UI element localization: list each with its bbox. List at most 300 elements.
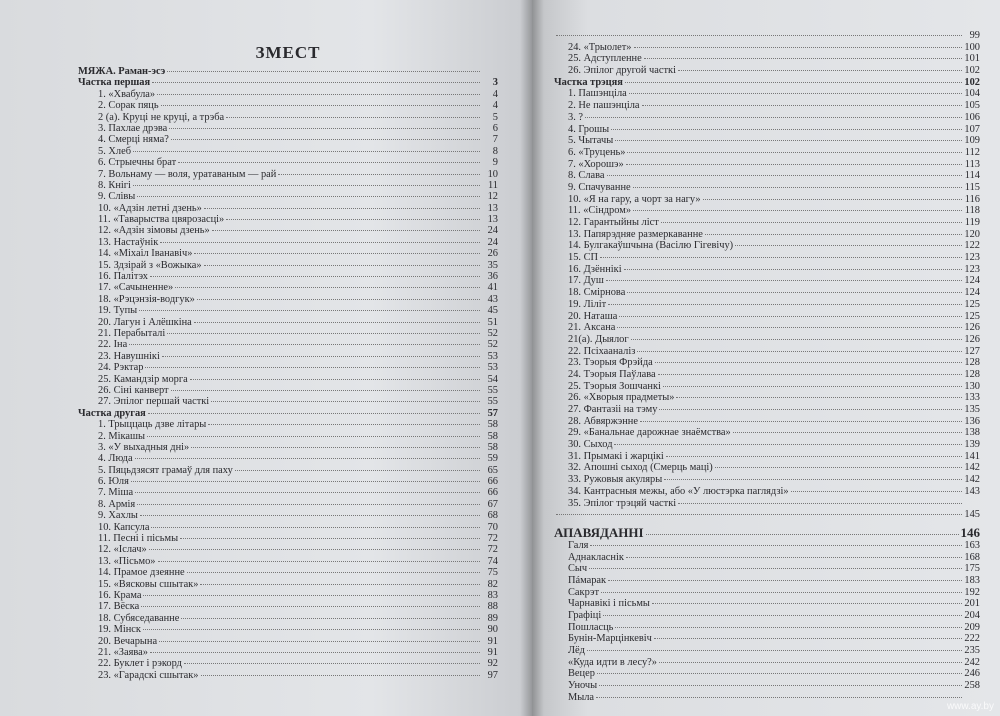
toc-entry bbox=[78, 567, 498, 578]
toc-entry-title: 3. «У выхадныя дні» bbox=[98, 441, 190, 453]
toc-entry-title: 2. Не пашэнціла bbox=[568, 100, 640, 112]
dot-leader bbox=[149, 549, 480, 550]
toc-entry-page: 142 bbox=[964, 462, 980, 474]
toc-entry-page: 201 bbox=[964, 598, 980, 610]
toc-entry-page: 126 bbox=[964, 322, 980, 334]
dot-leader bbox=[659, 662, 962, 663]
toc-entry bbox=[554, 170, 980, 182]
toc-entry-page: 115 bbox=[964, 181, 980, 193]
dot-leader bbox=[556, 35, 962, 36]
right-toc bbox=[554, 30, 980, 704]
dot-leader bbox=[151, 527, 480, 528]
dot-leader bbox=[599, 685, 962, 686]
toc-entry-title: 10. Капсула bbox=[98, 521, 150, 533]
dot-leader bbox=[226, 117, 480, 118]
toc-entry bbox=[78, 180, 498, 191]
toc-entry bbox=[78, 522, 498, 533]
dot-leader bbox=[150, 652, 480, 653]
toc-entry-title: 21. Перабыталі bbox=[98, 327, 166, 339]
dot-leader bbox=[171, 139, 480, 140]
dot-leader bbox=[204, 265, 480, 266]
dot-leader bbox=[208, 424, 480, 425]
toc-entry-page: 123 bbox=[964, 252, 980, 264]
dot-leader bbox=[141, 606, 480, 607]
toc-entry-title: 27. Эпілог першай часткі bbox=[98, 396, 210, 408]
toc-entry-page: 102 bbox=[964, 76, 980, 88]
toc-entry-page: 55 bbox=[487, 384, 498, 396]
toc-entry bbox=[78, 77, 498, 88]
dot-leader bbox=[735, 245, 962, 246]
toc-entry-page: 114 bbox=[964, 170, 980, 182]
toc-entry bbox=[78, 328, 498, 339]
toc-entry bbox=[78, 487, 498, 498]
toc-entry-title: 2. Сорак пяць bbox=[98, 100, 159, 112]
toc-entry-title: Графіці bbox=[568, 610, 602, 621]
dot-leader bbox=[633, 210, 962, 211]
dot-leader bbox=[157, 94, 480, 95]
toc-entry-page: 135 bbox=[964, 404, 980, 415]
toc-entry bbox=[78, 408, 498, 419]
toc-entry-page: 97 bbox=[487, 669, 498, 681]
left-toc-list bbox=[78, 66, 498, 681]
toc-entry-title: Пошласць bbox=[568, 621, 614, 633]
dot-leader bbox=[184, 663, 480, 664]
toc-entry bbox=[78, 339, 498, 350]
toc-entry-page: 8 bbox=[492, 145, 498, 157]
toc-entry-title: 20. Вечарына bbox=[98, 635, 158, 647]
toc-entry-page: 119 bbox=[964, 217, 980, 228]
dot-leader bbox=[654, 638, 962, 639]
toc-entry-title: 4. Люда bbox=[98, 453, 133, 465]
toc-entry-title: 4. Грошы bbox=[568, 123, 610, 135]
dot-leader bbox=[615, 140, 962, 141]
dot-leader bbox=[178, 162, 480, 163]
toc-entry-page: 66 bbox=[487, 487, 498, 499]
toc-entry bbox=[554, 42, 980, 54]
toc-entry bbox=[554, 369, 980, 381]
toc-entry-title: 12. «Адзін зімовы дзень» bbox=[98, 225, 210, 237]
toc-entry-page: 192 bbox=[964, 586, 980, 598]
toc-entry-title: 23. «Гарадскі сшытак» bbox=[98, 669, 199, 681]
toc-entry-title: 1. Трыццаць дзве літары bbox=[98, 419, 207, 431]
dot-leader bbox=[637, 351, 962, 352]
dot-leader bbox=[190, 379, 480, 380]
dot-leader bbox=[642, 105, 962, 106]
toc-entry-page: 258 bbox=[964, 680, 980, 692]
toc-entry bbox=[554, 498, 980, 510]
dot-leader bbox=[587, 650, 962, 651]
toc-entry bbox=[554, 540, 980, 552]
toc-entry-page: 91 bbox=[487, 635, 498, 647]
toc-entry bbox=[554, 100, 980, 112]
toc-entry-title: Частка трэцяя bbox=[554, 76, 623, 88]
toc-entry-page: 128 bbox=[964, 368, 980, 380]
left-toc bbox=[78, 40, 498, 681]
toc-entry-title: 6. Стрыечны брат bbox=[98, 157, 177, 169]
toc-entry-title: 26. Эпілог другой часткі bbox=[568, 65, 676, 77]
dot-leader bbox=[631, 339, 962, 340]
toc-entry-page: 9 bbox=[492, 157, 498, 169]
toc-entry-page: 100 bbox=[964, 41, 980, 53]
toc-entry-page: 10 bbox=[487, 168, 498, 180]
dot-leader bbox=[187, 572, 480, 573]
toc-entry bbox=[554, 252, 980, 264]
toc-entry-title: 7. Міша bbox=[98, 487, 134, 499]
toc-entry bbox=[554, 645, 980, 657]
toc-entry-title: 22. Іна bbox=[98, 339, 128, 351]
toc-entry-title: 16. Палітэх bbox=[98, 271, 148, 283]
toc-entry-title: 27. Фантазіі на тэму bbox=[568, 404, 658, 415]
toc-entry-page: 13 bbox=[487, 214, 498, 226]
dot-leader bbox=[211, 401, 480, 402]
dot-leader bbox=[633, 187, 962, 188]
toc-entry-title: МЯЖА. Раман-эсэ bbox=[78, 66, 166, 77]
dot-leader bbox=[585, 117, 962, 118]
toc-entry-page: 66 bbox=[487, 476, 498, 488]
toc-entry-title: 11. «Сіндром» bbox=[568, 205, 632, 217]
toc-entry bbox=[554, 240, 980, 252]
toc-entry bbox=[78, 66, 498, 77]
dot-leader bbox=[197, 299, 480, 300]
toc-entry bbox=[554, 112, 980, 124]
toc-entry bbox=[554, 30, 980, 42]
dot-leader bbox=[150, 276, 480, 277]
toc-entry-title: 31. Прымакі і жарцікі bbox=[568, 450, 664, 462]
toc-entry bbox=[554, 610, 980, 622]
toc-entry-page: 41 bbox=[487, 282, 498, 294]
dot-leader bbox=[703, 199, 962, 200]
toc-entry-title: 21. «Заява» bbox=[98, 646, 148, 658]
toc-entry-title: 9. Хахлы bbox=[98, 510, 138, 522]
toc-entry bbox=[554, 692, 980, 704]
toc-entry-title: 6. «Труцень» bbox=[568, 146, 626, 158]
dot-leader bbox=[167, 71, 480, 72]
dot-leader bbox=[626, 557, 962, 558]
toc-entry-title: 5. Пяцьдзясят грамаў для паху bbox=[98, 464, 233, 476]
toc-entry-title: 29. «Банальнае дарожнае знаёмства» bbox=[568, 427, 731, 439]
dot-leader bbox=[235, 470, 480, 471]
toc-entry bbox=[78, 169, 498, 180]
toc-entry bbox=[78, 362, 498, 373]
dot-leader bbox=[634, 47, 962, 48]
toc-entry-title: 18. Субяседаванне bbox=[98, 612, 180, 624]
dot-leader bbox=[201, 675, 481, 676]
toc-entry-title: 8. Слава bbox=[568, 170, 605, 182]
dot-leader bbox=[161, 105, 480, 106]
toc-entry-title: 12. Гарантыйны ліст bbox=[568, 217, 659, 228]
toc-entry-page: 109 bbox=[964, 135, 980, 147]
toc-entry-title: 26. Сіні канверт bbox=[98, 384, 169, 396]
toc-entry bbox=[554, 88, 980, 100]
toc-entry-title: Частка першая bbox=[78, 77, 151, 89]
dot-leader bbox=[601, 592, 962, 593]
toc-entry bbox=[554, 633, 980, 645]
toc-entry-title: 28. Абвяржэнне bbox=[568, 415, 638, 427]
toc-entry-title: 1. «Хвабула» bbox=[98, 88, 156, 100]
dot-leader bbox=[191, 447, 480, 448]
toc-entry-page: 68 bbox=[487, 510, 498, 522]
watermark: www.ay.by bbox=[946, 701, 994, 712]
toc-entry bbox=[554, 416, 980, 428]
toc-entry-title: Чарнавікі і пісьмы bbox=[568, 598, 650, 610]
toc-entry-title: 14. «Міхаіл Іванавіч» bbox=[98, 248, 193, 260]
toc-entry-page: 45 bbox=[487, 305, 498, 317]
toc-entry bbox=[554, 439, 980, 451]
toc-entry-page: 235 bbox=[964, 645, 980, 657]
toc-entry-title: 8. Армія bbox=[98, 498, 136, 510]
toc-entry bbox=[78, 317, 498, 328]
toc-entry-page: 89 bbox=[487, 612, 498, 624]
toc-entry-page: 58 bbox=[487, 430, 498, 442]
dot-leader bbox=[664, 479, 962, 480]
toc-entry bbox=[78, 636, 498, 647]
toc-entry-page: 163 bbox=[964, 539, 980, 551]
book-gutter bbox=[520, 0, 544, 716]
toc-entry-page: 113 bbox=[964, 158, 980, 170]
toc-entry-page: 12 bbox=[487, 191, 498, 203]
dot-leader bbox=[646, 534, 959, 535]
dot-leader bbox=[596, 697, 962, 698]
toc-entry bbox=[78, 658, 498, 669]
toc-entry bbox=[78, 294, 498, 305]
toc-entry-page: 82 bbox=[487, 578, 498, 590]
toc-entry bbox=[78, 248, 498, 259]
dot-leader bbox=[627, 292, 962, 293]
dot-leader bbox=[200, 584, 480, 585]
dot-leader bbox=[137, 196, 480, 197]
dot-leader bbox=[148, 413, 480, 414]
dot-leader bbox=[617, 327, 962, 328]
toc-entry bbox=[554, 392, 980, 404]
toc-entry-page: 139 bbox=[964, 439, 980, 451]
dot-leader bbox=[143, 629, 480, 630]
toc-entry-title: 34. Кантрасныя межы, або «У люстэрка паглядзі» bbox=[568, 485, 789, 497]
toc-entry-title: 22. Буклет і рэкорд bbox=[98, 658, 182, 670]
toc-entry bbox=[78, 123, 498, 134]
dot-leader bbox=[655, 362, 962, 363]
toc-entry bbox=[78, 374, 498, 385]
toc-entry bbox=[78, 533, 498, 544]
toc-entry-title: 13. Настаўнік bbox=[98, 236, 159, 248]
toc-entry-title: 6. Юля bbox=[98, 476, 129, 488]
toc-entry-title: 16. Крама bbox=[98, 589, 142, 601]
dot-leader bbox=[589, 568, 962, 569]
toc-entry-title: Частка другая bbox=[78, 407, 146, 419]
toc-entry-page: 143 bbox=[964, 485, 980, 497]
toc-entry-title: 21(а). Дыялог bbox=[568, 333, 629, 345]
dot-leader bbox=[608, 580, 962, 581]
toc-entry bbox=[554, 575, 980, 587]
dot-leader bbox=[139, 310, 480, 311]
toc-entry-page: 146 bbox=[960, 524, 980, 540]
toc-entry-page: 55 bbox=[487, 396, 498, 408]
toc-entry-title: 12. «Іслач» bbox=[98, 544, 147, 556]
dot-leader bbox=[640, 421, 962, 422]
toc-entry bbox=[554, 287, 980, 299]
dot-leader bbox=[608, 304, 962, 305]
right-page bbox=[532, 0, 1000, 716]
toc-entry bbox=[554, 598, 980, 610]
toc-entry bbox=[78, 100, 498, 111]
toc-entry-title: 14. Булгакаўшчына (Васілю Гігевічу) bbox=[568, 240, 734, 252]
page-title: ЗМЕСТ bbox=[255, 43, 321, 62]
toc-entry bbox=[78, 431, 498, 442]
toc-entry-page: 106 bbox=[964, 111, 980, 123]
toc-entry-title: 7. «Хорошэ» bbox=[568, 158, 624, 170]
toc-entry bbox=[78, 544, 498, 555]
dot-leader bbox=[600, 257, 962, 258]
toc-entry-page: 124 bbox=[964, 275, 980, 287]
toc-entry-title: Вецер bbox=[568, 668, 595, 680]
toc-entry bbox=[78, 624, 498, 635]
dot-leader bbox=[556, 514, 962, 515]
toc-entry-title: Сыч bbox=[568, 563, 588, 575]
dot-leader bbox=[644, 58, 962, 59]
toc-entry-page: 24 bbox=[487, 236, 498, 248]
dot-leader bbox=[658, 374, 962, 375]
toc-entry bbox=[78, 499, 498, 510]
toc-entry-page: 35 bbox=[487, 259, 498, 271]
toc-entry bbox=[554, 486, 980, 498]
dot-leader bbox=[133, 185, 480, 186]
toc-entry-page: 26 bbox=[487, 248, 498, 260]
toc-entry-page: 72 bbox=[487, 544, 498, 556]
toc-entry-title: 25. Тэорыя Зошчанкі bbox=[568, 380, 661, 392]
toc-entry-title: 3. Пахлае дрэва bbox=[98, 122, 168, 134]
toc-entry-page: 11 bbox=[487, 179, 498, 191]
dot-leader bbox=[131, 481, 480, 482]
toc-entry-page: 242 bbox=[964, 656, 980, 668]
toc-entry-title: «Куда идти в лесу?» bbox=[568, 656, 657, 668]
toc-entry-page: 175 bbox=[964, 563, 980, 575]
toc-entry-page: 13 bbox=[487, 202, 498, 214]
toc-entry-page: 183 bbox=[964, 574, 980, 586]
toc-entry-title: 14. Прамое дзеянне bbox=[98, 567, 185, 579]
dot-leader bbox=[169, 128, 480, 129]
dot-leader bbox=[606, 280, 962, 281]
toc-entry-title: 25. Камандзір морга bbox=[98, 373, 188, 385]
toc-entry bbox=[554, 264, 980, 276]
dot-leader bbox=[194, 322, 480, 323]
dot-leader bbox=[204, 208, 480, 209]
toc-entry bbox=[78, 351, 498, 362]
toc-entry-page: 67 bbox=[487, 498, 498, 510]
toc-entry-page: 130 bbox=[964, 380, 980, 392]
toc-entry-title: 33. Ружовыя акуляры bbox=[568, 474, 663, 486]
toc-entry-title: 17. Душ bbox=[568, 275, 604, 287]
toc-entry-page: 107 bbox=[964, 123, 980, 135]
toc-entry-page: 65 bbox=[487, 464, 498, 476]
toc-entry-title: 18. Смірнова bbox=[568, 287, 626, 299]
dot-leader bbox=[607, 175, 963, 176]
toc-entry bbox=[78, 305, 498, 316]
dot-leader bbox=[626, 164, 962, 165]
toc-entry bbox=[554, 65, 980, 77]
toc-entry bbox=[554, 668, 980, 680]
toc-entry-page: 53 bbox=[487, 362, 498, 374]
toc-entry-title: 22. Псіхааналіз bbox=[568, 345, 636, 357]
toc-entry bbox=[554, 135, 980, 147]
toc-entry bbox=[554, 147, 980, 159]
dot-leader bbox=[629, 93, 962, 94]
toc-entry-page: 54 bbox=[487, 373, 498, 385]
toc-entry-page: 127 bbox=[964, 345, 980, 357]
toc-entry-page: 118 bbox=[964, 205, 980, 217]
toc-entry bbox=[554, 525, 980, 540]
toc-entry-page: 57 bbox=[487, 407, 498, 419]
toc-entry-page: 209 bbox=[964, 621, 980, 633]
toc-entry-page: 138 bbox=[964, 427, 980, 439]
dot-leader bbox=[143, 595, 480, 596]
dot-leader bbox=[175, 287, 480, 288]
dot-leader bbox=[791, 491, 962, 492]
toc-entry-title: 5. Чытачы bbox=[568, 135, 614, 147]
toc-entry-page: 204 bbox=[964, 610, 980, 621]
toc-entry-page: 91 bbox=[487, 646, 498, 658]
toc-entry-title: 7. Вольнаму — воля, уратаваным — рай bbox=[98, 168, 277, 180]
toc-entry bbox=[78, 419, 498, 430]
toc-entry bbox=[554, 381, 980, 393]
dot-leader bbox=[661, 222, 962, 223]
toc-entry-page: 58 bbox=[487, 419, 498, 431]
toc-entry-page: 4 bbox=[492, 88, 498, 100]
toc-entry-page: 75 bbox=[487, 567, 498, 579]
toc-entry-page: 125 bbox=[964, 298, 980, 310]
dot-leader bbox=[590, 545, 962, 546]
toc-entry-title: 9. Слівы bbox=[98, 191, 136, 203]
toc-entry bbox=[78, 134, 498, 145]
toc-entry-page: 133 bbox=[964, 392, 980, 404]
toc-entry-title: 20. Наташа bbox=[568, 310, 618, 322]
toc-entry-title: Галя bbox=[568, 539, 589, 551]
toc-entry-title: 16. Дзённікі bbox=[568, 263, 622, 275]
toc-entry-page: 102 bbox=[964, 65, 980, 77]
toc-entry-page: 24 bbox=[487, 225, 498, 237]
toc-entry-page: 112 bbox=[964, 146, 980, 158]
dot-leader bbox=[624, 269, 962, 270]
toc-entry bbox=[78, 601, 498, 612]
toc-entry-page: 116 bbox=[964, 193, 980, 205]
dot-leader bbox=[133, 151, 480, 152]
toc-entry bbox=[554, 427, 980, 439]
dot-leader bbox=[159, 641, 480, 642]
dot-leader bbox=[625, 82, 962, 83]
toc-entry bbox=[554, 587, 980, 599]
toc-entry bbox=[78, 396, 498, 407]
toc-entry bbox=[78, 647, 498, 658]
dot-leader bbox=[212, 230, 480, 231]
toc-entry-page: 168 bbox=[964, 551, 980, 563]
toc-entry-page: 52 bbox=[487, 327, 498, 339]
toc-entry-title: 10. «Я на гару, а чорт за нагу» bbox=[568, 193, 701, 205]
toc-entry bbox=[78, 476, 498, 487]
toc-entry-page: 53 bbox=[487, 350, 498, 362]
toc-entry-title: 23. Тэорыя Фрэйда bbox=[568, 357, 653, 369]
toc-entry-page: 70 bbox=[487, 521, 498, 533]
dot-leader bbox=[162, 356, 480, 357]
toc-entry bbox=[78, 191, 498, 202]
toc-entry bbox=[554, 299, 980, 311]
toc-entry-title: Лёд bbox=[568, 645, 585, 657]
toc-entry-title: 35. Эпілог трэцяй часткі bbox=[568, 497, 677, 509]
toc-entry-title: 3. ? bbox=[568, 111, 584, 123]
toc-entry bbox=[78, 157, 498, 168]
toc-entry bbox=[78, 670, 498, 681]
toc-entry bbox=[78, 613, 498, 624]
toc-entry bbox=[554, 275, 980, 287]
toc-entry-title: 15. Здзірай з «Вожыка» bbox=[98, 259, 202, 271]
dot-leader bbox=[678, 503, 962, 504]
